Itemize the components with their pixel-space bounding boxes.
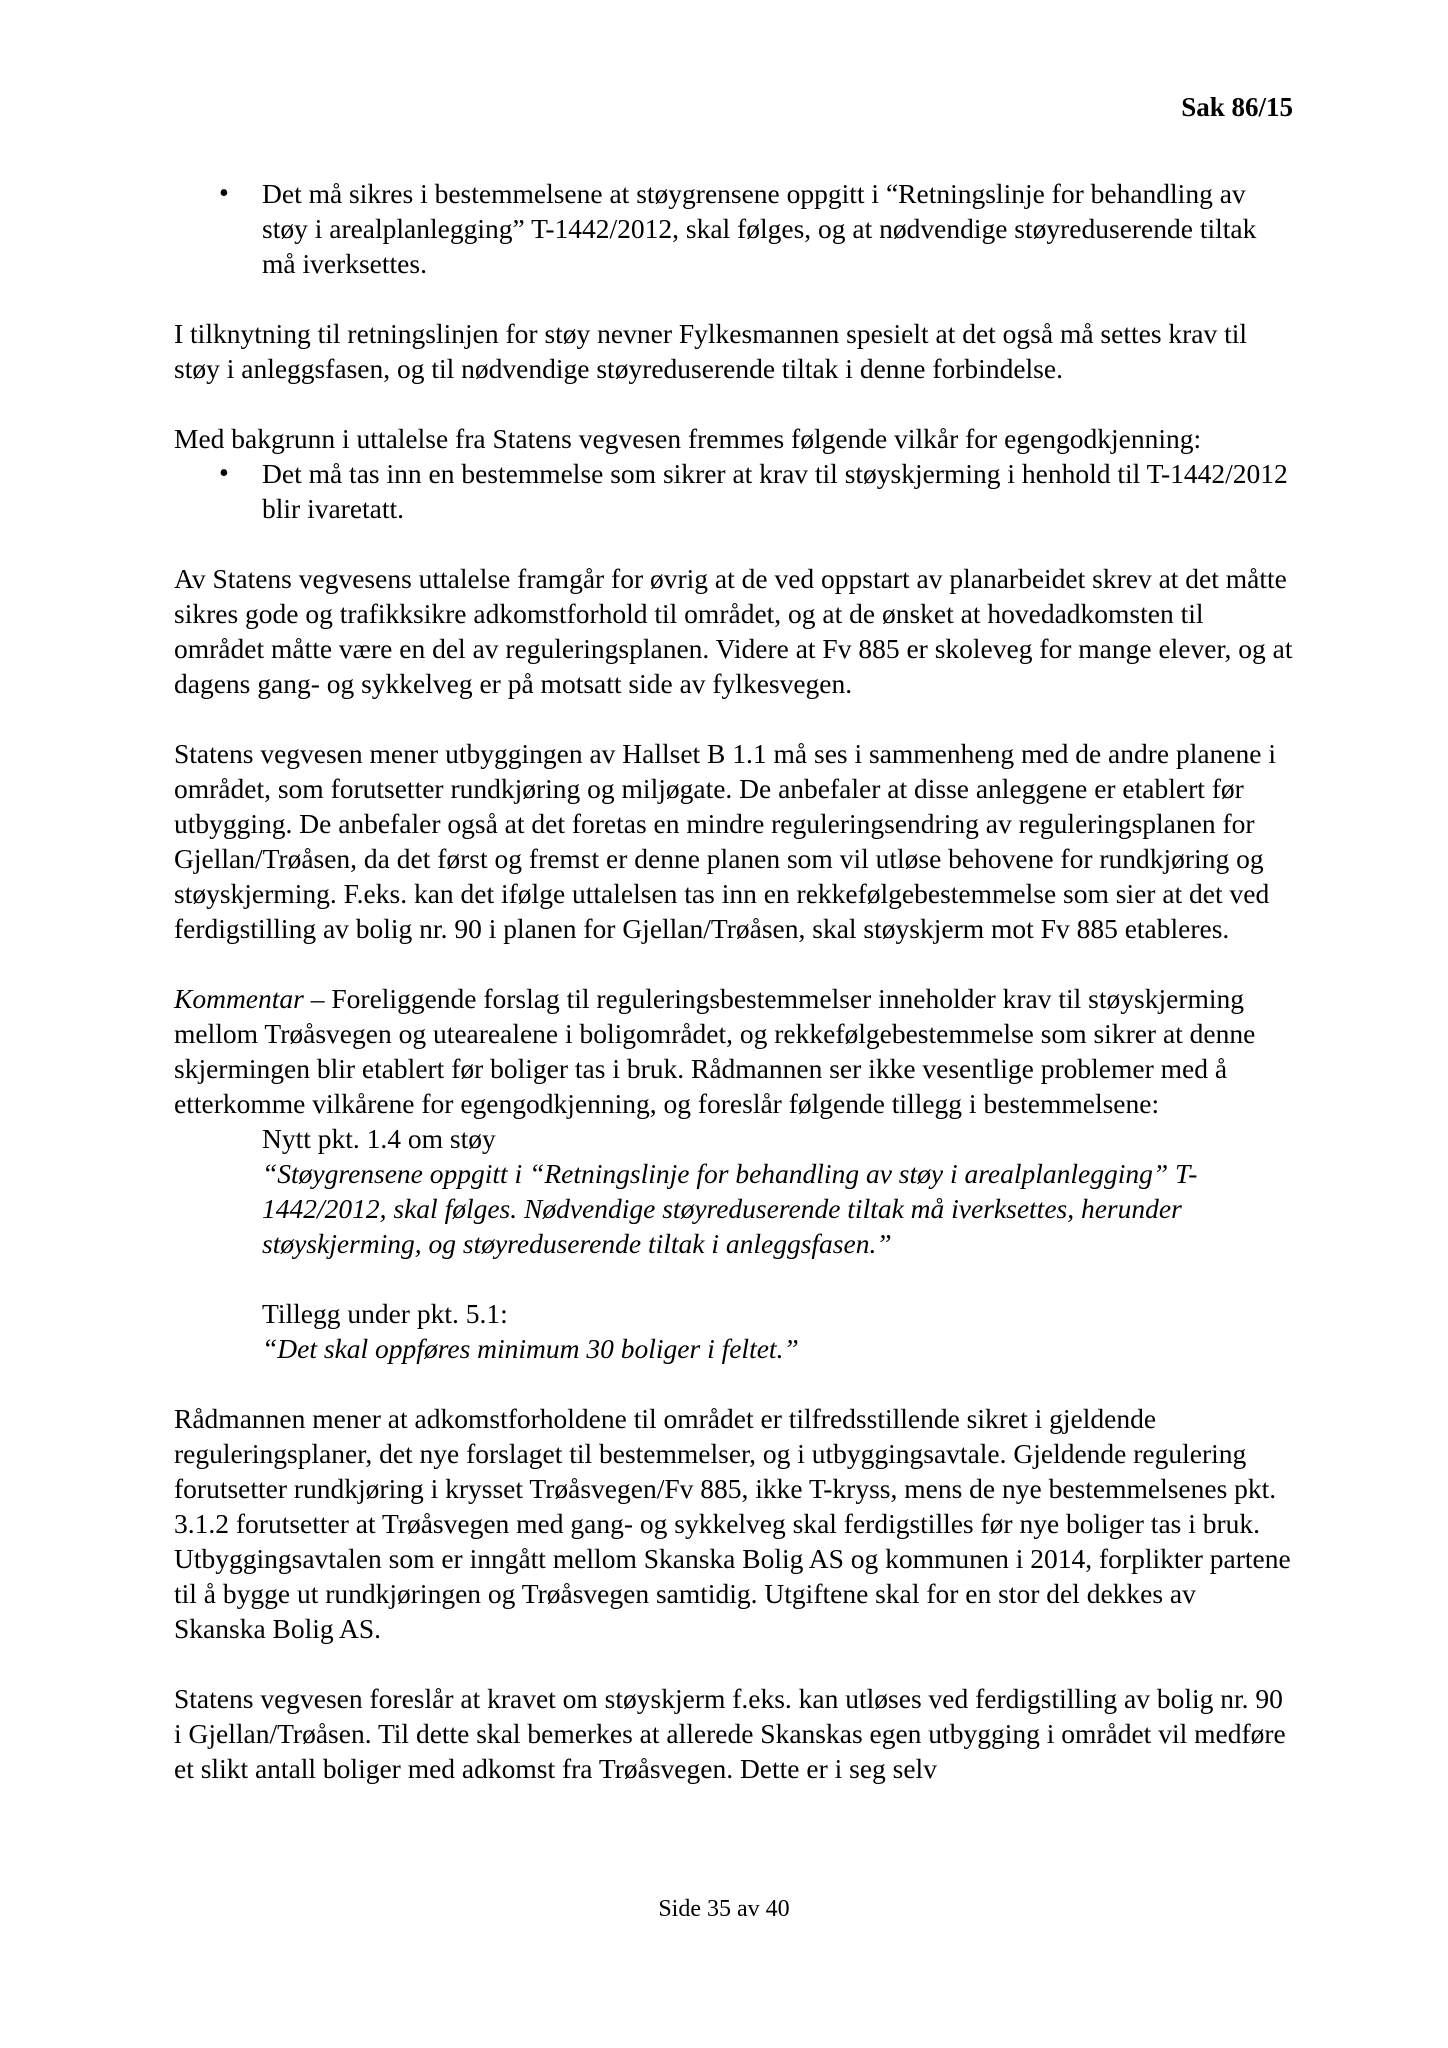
document-body	[174, 176, 1294, 1786]
kommentar-label: Kommentar	[174, 983, 304, 1014]
paragraph-kommentar	[174, 981, 1294, 1121]
case-number: Sak 86/15	[1181, 92, 1293, 122]
bullet-item: • Det må sikres i bestemmelsene at støygrensene oppgitt i “Retningslinje for behandling av støy i arealplanlegging” T-1442/2012, skal følges, og at nødvendige støyreduserende tiltak må iverksettes.	[174, 176, 1294, 281]
addition-1	[174, 1121, 1294, 1261]
paragraph-vegvesen-intro: Med bakgrunn i uttalelse fra Statens vegvesen fremmes følgende vilkår for egengodkjenning:	[174, 423, 1202, 454]
addition-2-heading: Tillegg under pkt. 5.1:	[262, 1298, 508, 1329]
bullet-item: • Det må tas inn en bestemmelse som sikrer at krav til støyskjerming i henhold til T-1442/2012 blir ivaretatt.	[174, 456, 1294, 526]
kommentar-text: – Foreliggende forslag til reguleringsbestemmelser inneholder krav til støyskjerming mellom Trøåsvegen og utearealene i boligområdet, og rekkefølgebestemmelse som sikrer at denne skjermingen blir etablert før boliger tas i bruk. Rådmannen ser ikke vesentlige problemer med å etterkomme vilkårene for egengodkjenning, og foreslår følgende tillegg i bestemmelsene:	[174, 983, 1256, 1119]
paragraph-fylkesmann: I tilknytning til retningslinjen for støy nevner Fylkesmannen spesielt at det også må settes krav til støy i anleggsfasen, og til nødvendige støyreduserende tiltak i denne forbindelse.	[174, 318, 1248, 384]
bullet-list-conditions	[174, 456, 1294, 526]
addition-2	[174, 1296, 1294, 1366]
addition-1-quote: “Støygrensene oppgitt i “Retningslinje for behandling av støy i arealplanlegging” T-1442/2012, skal følges. Nødvendige støyreduserende tiltak må iverksettes, herunder støyskjerming, og støyreduserende tiltak i anleggsfasen.”	[262, 1158, 1198, 1259]
bullet-list-noise	[174, 176, 1294, 281]
paragraph-stoyskjerm: Statens vegvesen foreslår at kravet om støyskjerm f.eks. kan utløses ved ferdigstilling av bolig nr. 90 i Gjellan/Trøåsen. Til dette skal bemerkes at allerede Skanskas egen utbygging i området vil medføre et slikt antall boliger med adkomst fra Trøåsvegen. Dette er i seg selv	[174, 1683, 1286, 1784]
page-number: Side 35 av 40	[658, 1896, 790, 1922]
addition-1-heading: Nytt pkt. 1.4 om støy	[262, 1123, 496, 1154]
paragraph-utbygging: Statens vegvesen mener utbyggingen av Hallset B 1.1 må ses i sammenheng med de andre planene i området, som forutsetter rundkjøring og miljøgate. De anbefaler at disse anleggene er etablert før utbygging. De anbefaler også at det foretas en mindre reguleringsendring av reguleringsplanen for Gjellan/Trøåsen, da det først og fremst er denne planen som vil utløse behovene for rundkjøring og støyskjerming. F.eks. kan det ifølge uttalelsen tas inn en rekkefølgebestemmelse som sier at det ved ferdigstilling av bolig nr. 90 i planen for Gjellan/Trøåsen, skal støyskjerm mot Fv 885 etableres.	[174, 738, 1276, 944]
paragraph-uttalelse: Av Statens vegvesens uttalelse framgår for øvrig at de ved oppstart av planarbeidet skrev at det måtte sikres gode og trafikksikre adkomstforhold til området, og at de ønsket at hovedadkomsten til området måtte være en del av reguleringsplanen. Videre at Fv 885 er skoleveg for mange elever, og at dagens gang- og sykkelveg er på motsatt side av fylkesvegen.	[174, 563, 1293, 699]
paragraph-radmannen: Rådmannen mener at adkomstforholdene til området er tilfredsstillende sikret i gjeldende reguleringsplaner, det nye forslaget til bestemmelser, og i utbyggingsavtale. Gjeldende regulering forutsetter rundkjøring i krysset Trøåsvegen/Fv 885, ikke T-kryss, mens de nye bestemmelsenes pkt. 3.1.2 forutsetter at Trøåsvegen med gang- og sykkelveg skal ferdigstilles før nye boliger tas i bruk. Utbyggingsavtalen som er inngått mellom Skanska Bolig AS og kommunen i 2014, forplikter partene til å bygge ut rundkjøringen og Trøåsvegen samtidig. Utgiftene skal for en stor del dekkes av Skanska Bolig AS.	[174, 1403, 1291, 1644]
addition-2-quote: “Det skal oppføres minimum 30 boliger i feltet.”	[262, 1333, 799, 1364]
